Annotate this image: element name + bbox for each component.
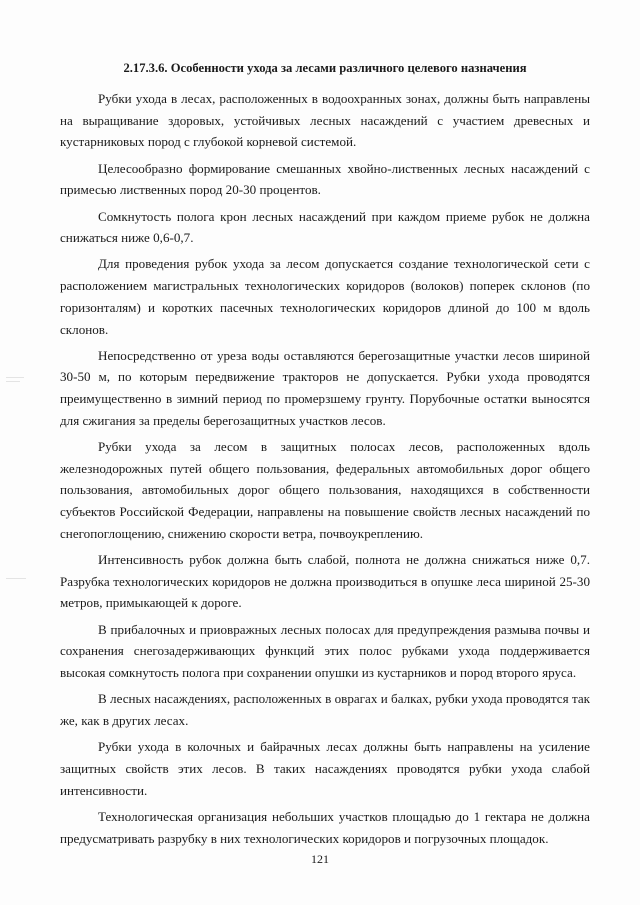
paragraph: Рубки ухода в колочных и байрачных лесах должны быть направлены на усиление защитных свойств этих лесов. В таких насаждениях проводятся рубки ухода слабой интенсивности. bbox=[60, 739, 590, 798]
paragraph: Для проведения рубок ухода за лесом допускается создание технологической сети с расположением магистральных технологических коридоров (волоков) поперек склонов (по горизонталям) и коротких пасечных технологических коридоров длиной до 100 м вдоль склонов. bbox=[60, 256, 590, 337]
paragraph: В лесных насаждениях, расположенных в оврагах и балках, рубки ухода проводятся так же, как в других лесах. bbox=[60, 691, 590, 728]
paragraph: Непосредственно от уреза воды оставляются берегозащитные участки лесов шириной 30-50 м, по которым передвижение тракторов не допускается. Рубки ухода проводятся преимущественно в зимний период по промерзшему грунту. Порубочные остатки выносятся для сжигания за пределы берегозащитных участков лесов. bbox=[60, 347, 590, 428]
scan-artifact bbox=[6, 578, 26, 579]
document-body bbox=[60, 88, 590, 854]
paragraph: В прибалочных и приовражных лесных полосах для предупреждения размыва почвы и сохранения снегозадерживающих функций этих полос рубками ухода поддерживается высокая сомкнутость полога при сохранении опушки из кустарников и пород второго яруса. bbox=[60, 621, 590, 681]
paragraph: Интенсивность рубок должна быть слабой, полнота не должна снижаться ниже 0,7. Разрубка технологических коридоров не должна производиться в опушке леса шириной 25-30 метров, примыкающей к дороге. bbox=[60, 552, 590, 611]
page-number: 121 bbox=[311, 852, 329, 866]
paragraph: Технологическая организация небольших участков площадью до 1 гектара не должна предусматривать разрубку в них технологических коридоров и погрузочных площадок. bbox=[60, 808, 590, 846]
paragraph: Сомкнутость полога крон лесных насаждений при каждом приеме рубок не должна снижаться ниже 0,6-0,7. bbox=[60, 208, 590, 246]
scan-artifact bbox=[6, 381, 20, 382]
paragraph: Рубки ухода за лесом в защитных полосах лесов, расположенных вдоль железнодорожных путей общего пользования, федеральных автомобильных дорог общего пользования, автомобильных дорог общего пользования, находящихся в собственности субъектов Российской Федерации, направлены на повышение свойств лесных насаждений по снегопоглощению, снижению скорости ветра, почвоукреплению. bbox=[60, 439, 590, 541]
paragraph: Рубки ухода в лесах, расположенных в водоохранных зонах, должны быть направлены на выращивание здоровых, устойчивых лесных насаждений с участием древесных и кустарниковых пород с глубокой корневой системой. bbox=[60, 91, 590, 150]
section-heading: 2.17.3.6. Особенности ухода за лесами различного целевого назначения bbox=[123, 61, 527, 75]
paragraph: Целесообразно формирование смешанных хвойно-лиственных лесных насаждений с примесью лиственных пород 20-30 процентов. bbox=[60, 160, 590, 198]
scan-artifact bbox=[6, 377, 24, 378]
